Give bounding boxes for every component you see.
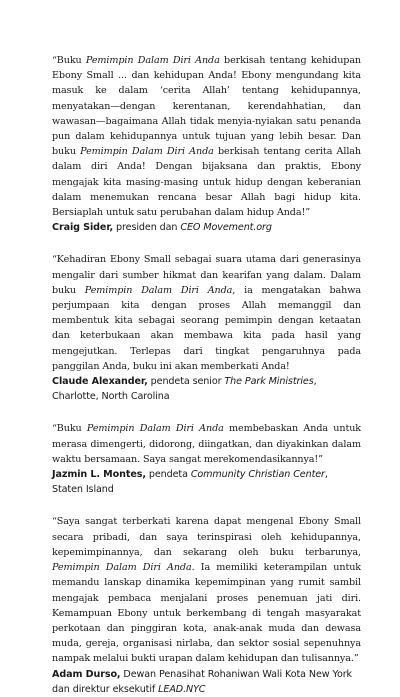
quote-text: membebaskan Anda untuk merasa dimengerti, didorong, diingatkan, dan diyakinkan dalam waktu bersamaan. Saya sangat merekomendasikannya!”	[52, 423, 361, 465]
book-title: Pemimpin Dalam Diri Anda	[84, 284, 233, 296]
endorser-role: pendeta	[145, 469, 191, 481]
endorser-organization: LEAD.NYC	[158, 683, 206, 695]
endorser-role: pendeta senior	[147, 376, 225, 388]
endorser-location: , Staten Island	[52, 469, 328, 496]
quote-text: “Buku	[52, 55, 86, 66]
endorsement-craig-sider	[52, 53, 361, 235]
quote-text: “Kehadiran Ebony Small sebagai suara utama dari generasinya mengalir dari sumber hikmat dan kearifan yang dalam. Dalam buku	[52, 254, 361, 296]
endorsement-attribution	[52, 667, 361, 697]
endorser-organization: The Park Ministries	[224, 376, 314, 388]
endorser-organization: Community Christian Center	[190, 469, 325, 481]
endorsement-quote	[52, 421, 361, 467]
endorsement-claude-alexander	[52, 252, 361, 404]
endorser-location: , Charlotte, North Carolina	[52, 376, 317, 403]
quote-text: “Buku	[52, 423, 87, 435]
endorsement-quote	[52, 514, 361, 666]
endorsement-attribution	[52, 467, 361, 497]
book-title: Pemimpin Dalam Diri Anda	[85, 55, 220, 66]
endorsement-quote	[52, 53, 361, 220]
endorser-name: Adam Durso,	[52, 668, 121, 680]
book-title: Pemimpin Dalam Diri Anda	[86, 423, 224, 435]
quote-text: berkisah tentang cerita Allah dalam diri Anda! Dengan bijaksana dan praktis, Ebony mengajak kita masing-masing untuk hidup dengan keberanian dalam menemukan rencana besar Allah bagi hidup kita. Bersiaplah untuk satu perubahan dalam hidup Anda!”	[52, 146, 361, 219]
quote-text: “Saya sangat terberkati karena dapat mengenal Ebony Small secara pribadi, dan saya terinspirasi oleh kehidupannya, kepemimpinannya, dan sekarang oleh buku terbarunya,	[52, 516, 361, 558]
endorser-role: Dewan Penasihat Rohaniwan Wali Kota New York dan direktur eksekutif	[52, 668, 353, 695]
endorsement-jazmin-montes	[52, 421, 361, 497]
endorser-name: Claude Alexander,	[52, 376, 148, 388]
endorser-organization: CEO Movement.org	[180, 222, 272, 234]
book-title: Pemimpin Dalam Diri Anda	[80, 146, 214, 158]
quote-text: , ia mengatakan bahwa perjumpaan kita dengan proses Allah memanggil dan membentuk kita sebagai seorang pemimpin dengan ketaatan dan keterbukaan akan membawa kita pada hasil yang mengejutkan. Terlepas dari tingkat pengaruhnya pada panggilan Anda, buku ini akan memberkati Anda!	[52, 284, 361, 372]
endorsement-attribution	[52, 220, 361, 235]
endorser-name: Jazmin L. Montes,	[52, 469, 146, 481]
endorser-role: presiden dan	[113, 222, 181, 234]
quote-text: . Ia memiliki keterampilan untuk memandu lanskap dinamika kepemimpinan yang rumit sambil mengajak pembaca menjalani proses penemuan jati diri. Kemampuan Ebony untuk berkembang di tengah masyarakat perkotaan dan pinggiran kota, anak-anak muda dan dewasa muda, gereja, organisasi nirlaba, dan sektor sosial sepenuhnya nampak melalui bukti urapan dalam kehidupan dan tulisannya.”	[52, 562, 361, 665]
endorsement-quote	[52, 252, 361, 374]
quote-text: berkisah tentang kehidupan Ebony Small ... dan kehidupan Anda! Ebony mengundang kita masuk ke dalam ‘cerita Allah’ tentang kehidupannya, menyatakan—dengan kerentanan, kerendahhatian, dan wawasan—bagaimana Allah tidak menyia-nyiakan satu penanda pun dalam kehidupannya untuk tujuan yang lebih besar. Dan buku	[52, 55, 362, 158]
endorser-name: Craig Sider,	[52, 222, 114, 234]
endorsement-adam-durso	[52, 514, 361, 696]
endorsement-attribution	[52, 374, 361, 404]
book-title: Pemimpin Dalam Diri Anda	[52, 562, 192, 574]
